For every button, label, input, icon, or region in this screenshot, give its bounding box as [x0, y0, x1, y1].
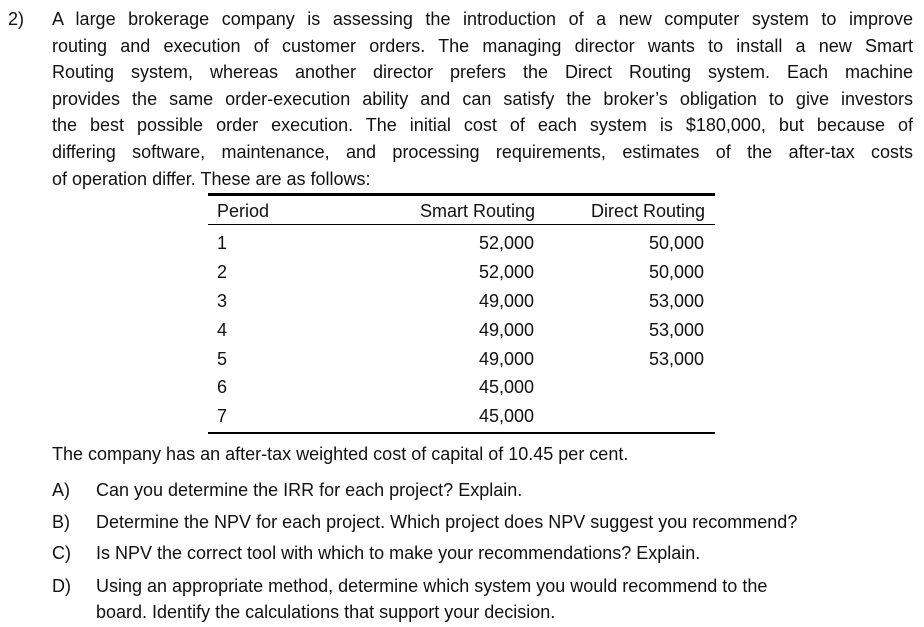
sub-question-label: B): [52, 512, 70, 532]
cell-period: 3: [217, 291, 228, 311]
table-row: [208, 316, 715, 345]
intro-line: the best possible order execution. The initial cost of each system is $180,000, but because of: [52, 115, 913, 136]
header-smart-routing: Smart Routing: [419, 201, 535, 221]
cell-direct: 53,000: [648, 291, 704, 311]
table-row: [208, 229, 715, 258]
cell-period: 7: [217, 406, 228, 426]
cell-smart: 49,000: [478, 320, 534, 340]
header-direct-routing: Direct Routing: [590, 201, 705, 221]
table-bottom-rule: [208, 432, 715, 434]
cell-smart: 49,000: [478, 349, 534, 369]
cell-period: 6: [217, 377, 228, 397]
cell-smart: 45,000: [478, 406, 534, 426]
cell-period: 1: [217, 233, 228, 253]
cell-period: 4: [217, 320, 228, 340]
sub-question-label: C): [52, 543, 71, 563]
table-header-rule: [208, 224, 715, 225]
table-row: [208, 373, 715, 402]
table-header-row: [208, 197, 715, 226]
sub-question-text-line: board. Identify the calculations that support your decision.: [96, 602, 556, 622]
intro-line: provides the same order-execution ability and can satisfy the broker’s obligation to give investors: [52, 88, 913, 109]
cell-direct: 53,000: [648, 349, 704, 369]
intro-line: of operation differ. These are as follows:: [52, 168, 371, 189]
cell-smart: 52,000: [478, 262, 534, 282]
cell-smart: 45,000: [478, 377, 534, 397]
sub-question-text: Can you determine the IRR for each project? Explain.: [96, 480, 523, 500]
header-period: Period: [217, 201, 270, 221]
cell-smart: 52,000: [478, 233, 534, 253]
sub-question-text-line: Using an appropriate method, determine which system you would recommend to the: [96, 576, 768, 596]
question-number: 2): [8, 9, 25, 29]
wacc-statement: The company has an after-tax weighted cost of capital of 10.45 per cent.: [52, 444, 629, 464]
table-row: [208, 287, 715, 316]
cell-smart: 49,000: [478, 291, 534, 311]
intro-line: routing and execution of customer orders. The managing director wants to install a new Smart: [52, 35, 913, 56]
intro-line: differing software, maintenance, and processing requirements, estimates of the after-tax costs: [52, 141, 913, 162]
question-intro: [52, 6, 913, 192]
cell-period: 2: [217, 262, 228, 282]
sub-question-text: Is NPV the correct tool with which to make your recommendations? Explain.: [96, 543, 701, 563]
sub-question-label: D): [52, 576, 71, 596]
sub-question-label: A): [52, 480, 70, 500]
cell-direct: 53,000: [648, 320, 704, 340]
intro-line: Routing system, whereas another director prefers the Direct Routing system. Each machine: [52, 62, 913, 83]
table-top-rule: [208, 193, 715, 196]
sub-question-text: Determine the NPV for each project. Which project does NPV suggest you recommend?: [96, 512, 798, 532]
cell-period: 5: [217, 349, 228, 369]
cell-direct: 50,000: [648, 262, 704, 282]
cell-direct: 50,000: [648, 233, 704, 253]
table-row: [208, 258, 715, 287]
sub-question-text: [96, 573, 896, 625]
table-row: [208, 345, 715, 374]
intro-line: A large brokerage company is assessing the introduction of a new computer system to improve: [52, 9, 913, 29]
table-row: [208, 402, 715, 431]
